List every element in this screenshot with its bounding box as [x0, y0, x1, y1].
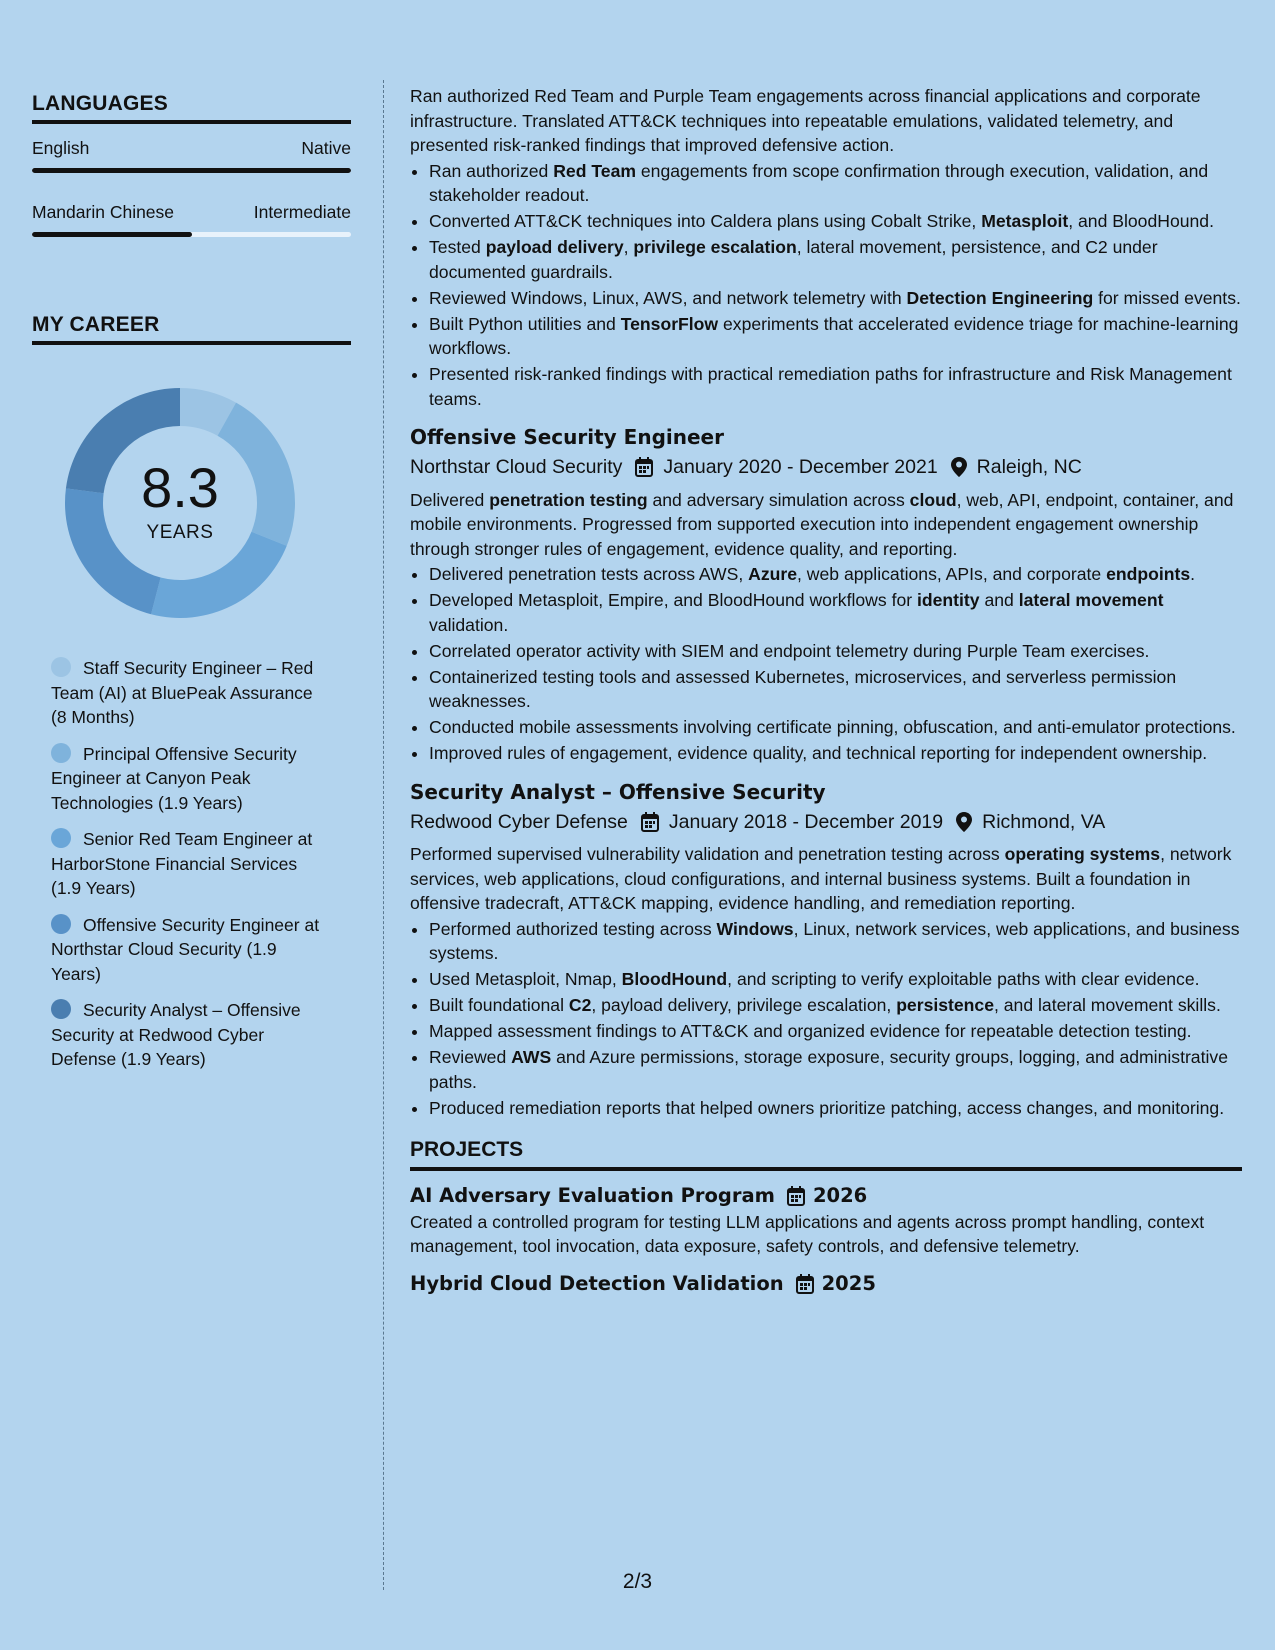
- right-column: [410, 84, 1242, 1298]
- legend-dot: [51, 999, 71, 1019]
- career-total-value: 8.3: [141, 456, 219, 519]
- project-title: Hybrid Cloud Detection Validation: [410, 1271, 784, 1295]
- bullet-item: • Delivered penetration tests across AWS, Azure, web applications, APIs, and corporate endpoints.: [429, 562, 1242, 587]
- project-year: 2025: [821, 1271, 876, 1295]
- career-legend-item: [51, 742, 329, 816]
- job-company: Redwood Cyber Defense: [410, 810, 628, 833]
- career-donut-chart: [65, 388, 295, 618]
- bullet-item: • Ran authorized Red Team engagements from scope confirmation through execution, validation, and stakeholder readout.: [429, 159, 1242, 208]
- intro-summary: Ran authorized Red Team and Purple Team engagements across financial applications and corporate infrastructure. Translated ATT&CK techniques into repeatable emulations, validated telemetry, and presented risk-ranked findings that improved defensive action.: [410, 86, 1201, 155]
- bullet-item: • Built Python utilities and TensorFlow experiments that accelerated evidence triage for machine-learning workflows.: [429, 312, 1242, 361]
- career-legend-item: [51, 827, 329, 901]
- job-meta: [410, 810, 1242, 835]
- intro-bullet-list: [410, 159, 1242, 412]
- bullet-item: • Improved rules of engagement, evidence quality, and technical reporting for independent ownership.: [429, 741, 1242, 766]
- career-heading: MY CAREER: [32, 313, 351, 345]
- bullet-item: • Conducted mobile assessments involving certificate pinning, obfuscation, and anti-emulator protections.: [429, 715, 1242, 740]
- language-name: Mandarin Chinese: [32, 202, 175, 222]
- calendar-icon: [787, 1186, 805, 1206]
- language-item: [32, 202, 351, 237]
- legend-label: Principal Offensive Security Engineer at Canyon Peak Technologies (1.9 Years): [51, 743, 297, 813]
- career-total-unit: YEARS: [146, 522, 214, 543]
- language-level: Intermediate: [253, 202, 351, 222]
- calendar-icon: [796, 1274, 814, 1294]
- language-name: English: [32, 138, 90, 158]
- bullet-item: • Performed authorized testing across Windows, Linux, network services, web applications, and business systems.: [429, 917, 1242, 966]
- languages-heading: LANGUAGES: [32, 92, 351, 124]
- bullet-item: • Produced remediation reports that helped owners prioritize patching, access changes, and monitoring.: [429, 1096, 1242, 1121]
- job-company: Northstar Cloud Security: [410, 456, 623, 478]
- language-proficiency-bar: [32, 232, 351, 237]
- career-legend-item: [51, 656, 329, 730]
- calendar-icon: [635, 457, 653, 477]
- job-title: Offensive Security Engineer: [410, 425, 724, 449]
- job-entry: [410, 423, 1242, 766]
- language-level: Native: [301, 138, 351, 158]
- left-column: [32, 92, 351, 1084]
- career-legend: [51, 656, 329, 1072]
- projects-heading: PROJECTS: [410, 1138, 1242, 1171]
- job-dates: January 2018 - December 2019: [668, 810, 944, 833]
- bullet-item: • Developed Metasploit, Empire, and BloodHound workflows for identity and lateral movement validation.: [429, 588, 1242, 637]
- job-summary: Performed supervised vulnerability validation and penetration testing across operating systems, network services, web applications, cloud configurations, and internal business systems. Built a foundation in offensive tradecraft, ATT&CK mapping, evidence handling, and remediation reporting.: [410, 844, 1232, 913]
- bullet-item: • Tested payload delivery, privilege escalation, lateral movement, persistence, and C2 under documented guardrails.: [429, 235, 1242, 284]
- project-title: AI Adversary Evaluation Program: [410, 1183, 775, 1207]
- bullet-item: • Reviewed AWS and Azure permissions, storage exposure, security groups, logging, and administrative paths.: [429, 1045, 1242, 1094]
- legend-dot: [51, 657, 71, 677]
- job-summary: Delivered penetration testing and adversary simulation across cloud, web, API, endpoint, container, and mobile environments. Progressed from supported execution into independent engagement ownership through stronger rules of engagement, evidence quality, and reporting.: [410, 489, 1234, 559]
- project-year: 2026: [812, 1183, 868, 1207]
- bullet-item: • Converted ATT&CK techniques into Caldera plans using Cobalt Strike, Metasploit, and BloodHound.: [429, 209, 1242, 234]
- bullet-item: • Mapped assessment findings to ATT&CK and organized evidence for repeatable detection testing.: [429, 1019, 1242, 1044]
- project-entry: [410, 1182, 1242, 1259]
- legend-label: Senior Red Team Engineer at HarborStone Financial Services (1.9 Years): [51, 829, 313, 898]
- column-divider: [383, 80, 384, 1590]
- bullet-item: • Correlated operator activity with SIEM and endpoint telemetry during Purple Team exercises.: [429, 639, 1242, 664]
- project-title-row: [410, 1182, 1242, 1210]
- page-number: 2/3: [622, 1570, 653, 1593]
- location-pin-icon: [956, 812, 972, 832]
- bullet-item: • Built foundational C2, payload delivery, privilege escalation, persistence, and lateral movement skills.: [429, 993, 1242, 1018]
- project-entry: [410, 1270, 1242, 1298]
- language-item: [32, 138, 351, 173]
- legend-label: Offensive Security Engineer at Northstar Cloud Security (1.9 Years): [51, 914, 320, 984]
- legend-dot: [51, 743, 71, 763]
- bullet-item: • Containerized testing tools and assessed Kubernetes, microservices, and serverless permission weaknesses.: [429, 665, 1242, 714]
- project-description: Created a controlled program for testing LLM applications and agents across prompt handling, context management, tool invocation, data exposure, safety controls, and defensive telemetry.: [410, 1211, 1205, 1256]
- job-bullet-list: [410, 562, 1242, 766]
- location-pin-icon: [951, 457, 967, 477]
- job-dates: January 2020 - December 2021: [663, 456, 938, 478]
- job-meta: [410, 455, 1242, 480]
- career-legend-item: [51, 998, 329, 1072]
- legend-dot: [51, 914, 71, 934]
- bullet-item: • Presented risk-ranked findings with practical remediation paths for infrastructure and Risk Management teams.: [429, 362, 1242, 411]
- language-proficiency-fill: [32, 168, 351, 173]
- job-title: Security Analyst – Offensive Security: [410, 779, 826, 804]
- career-legend-item: [51, 913, 329, 987]
- job-bullet-list: [410, 917, 1242, 1121]
- job-location: Richmond, VA: [982, 810, 1106, 833]
- calendar-icon: [641, 812, 659, 832]
- project-title-row: [410, 1270, 1242, 1298]
- job-entry: [410, 778, 1242, 1121]
- language-proficiency-bar: [32, 168, 351, 173]
- legend-dot: [51, 828, 71, 848]
- job-location: Raleigh, NC: [976, 456, 1082, 478]
- bullet-item: • Reviewed Windows, Linux, AWS, and network telemetry with Detection Engineering for missed events.: [429, 286, 1242, 311]
- bullet-item: • Used Metasploit, Nmap, BloodHound, and scripting to verify exploitable paths with clear evidence.: [429, 967, 1242, 992]
- legend-label: Staff Security Engineer – Red Team (AI) at BluePeak Assurance (8 Months): [51, 658, 314, 727]
- legend-label: Security Analyst – Offensive Security at Redwood Cyber Defense (1.9 Years): [51, 1000, 301, 1069]
- donut-segment: [151, 532, 287, 618]
- language-proficiency-fill: [32, 232, 192, 237]
